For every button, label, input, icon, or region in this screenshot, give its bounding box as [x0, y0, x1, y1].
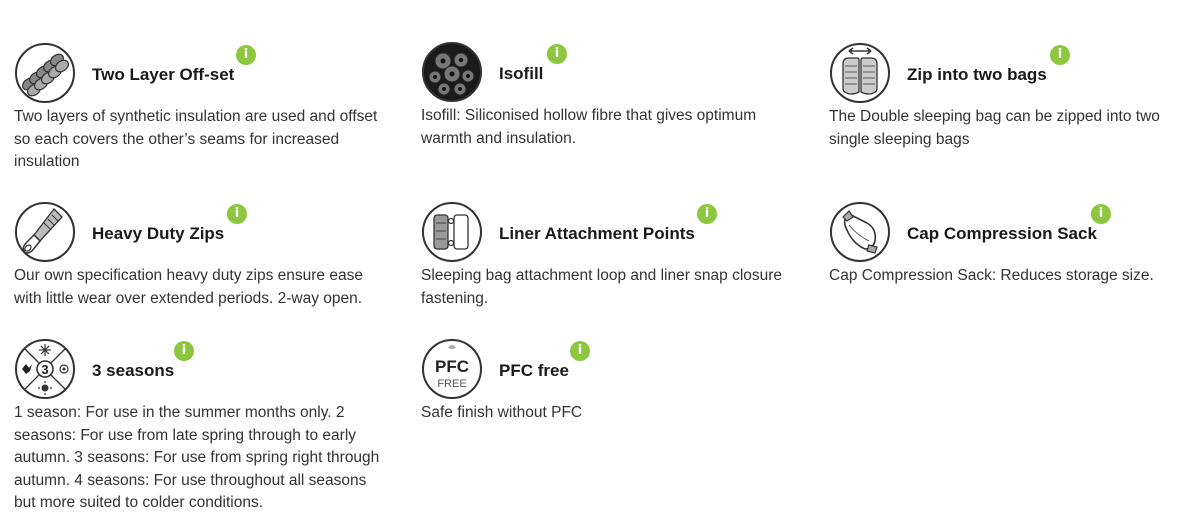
feature-description: Safe finish without PFC: [421, 404, 583, 421]
season-number: 3: [41, 362, 49, 377]
pfc-label: PFC: [435, 357, 469, 376]
feature-description: Our own specification heavy duty zips ensure ease with little wear over extended periods. 2-way open.: [14, 267, 363, 307]
info-icon[interactable]: i: [570, 341, 590, 361]
info-icon[interactable]: i: [227, 204, 247, 224]
feature-title: Heavy Duty Zips: [92, 224, 225, 243]
feature-title: PFC free: [499, 361, 569, 380]
feature-description: 1 season: For use in the summer months only. 2 seasons: For use from late spring through to early autumn. 3 seasons: For use from spring right through autumn. 4 seasons: For use throughout all seasons but more suited to colder conditions.: [14, 404, 380, 511]
zip-puller-icon: [14, 201, 76, 263]
two-layer-offset-icon: [14, 42, 76, 104]
free-label: FREE: [437, 378, 467, 390]
liner-attachment-icon: [421, 201, 483, 263]
feature-title: Isofill: [499, 64, 544, 83]
feature-title: Cap Compression Sack: [907, 224, 1097, 243]
feature-title: Zip into two bags: [907, 65, 1047, 84]
feature-description: Isofill: Siliconised hollow fibre that gives optimum warmth and insulation.: [421, 107, 757, 147]
isofill-icon: [421, 41, 483, 103]
info-icon[interactable]: i: [236, 45, 256, 65]
feature-description: Cap Compression Sack: Reduces storage size.: [829, 267, 1154, 284]
info-icon[interactable]: i: [1091, 204, 1111, 224]
feature-title: 3 seasons: [92, 361, 175, 380]
info-icon[interactable]: i: [174, 341, 194, 361]
feature-description: The Double sleeping bag can be zipped into two single sleeping bags: [829, 108, 1160, 148]
info-icon[interactable]: i: [547, 44, 567, 64]
info-icon[interactable]: i: [697, 204, 717, 224]
feature-title: Two Layer Off-set: [92, 65, 235, 84]
three-seasons-icon: [14, 338, 76, 400]
feature-description: Sleeping bag attachment loop and liner snap closure fastening.: [421, 267, 783, 307]
pfc-free-icon: [421, 338, 483, 400]
feature-description: Two layers of synthetic insulation are used and offset so each covers the other’s seams for increased insulation: [14, 108, 378, 170]
info-icon[interactable]: i: [1050, 45, 1070, 65]
zip-two-bags-icon: [829, 42, 891, 104]
feature-title: Liner Attachment Points: [499, 224, 695, 243]
compression-sack-icon: [829, 201, 891, 263]
